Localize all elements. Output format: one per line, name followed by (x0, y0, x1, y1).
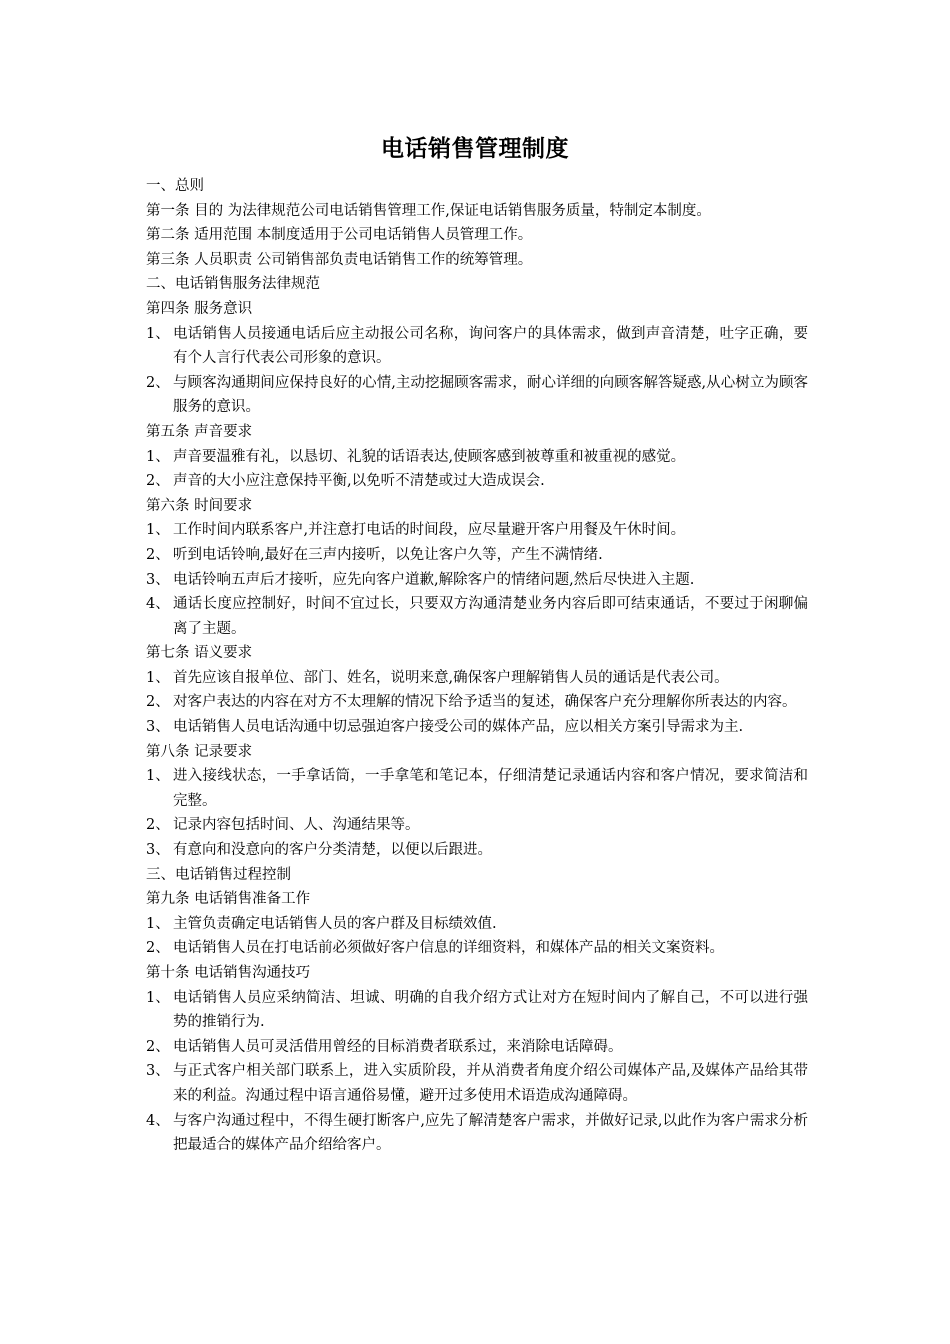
list-item-text: 电话销售人员接通电话后应主动报公司名称，询问客户的具体需求，做到声音清楚，吐字正确，要有个人言行代表公司形象的意识。 (173, 325, 808, 367)
list-item (146, 715, 808, 740)
list-item (146, 813, 808, 838)
list-item-text: 进入接线状态，一手拿话筒，一手拿笔和笔记本，仔细清楚记录通话内容和客户情况，要求简洁和完整。 (173, 768, 808, 809)
section-line: 第三条 人员职责 公司销售部负责电话销售工作的统筹管理。 (146, 251, 533, 268)
list-item (146, 838, 808, 863)
section-line: 第八条 记录要求 (146, 743, 253, 760)
list-item-number: 1、 (146, 768, 170, 785)
list-item-text: 电话铃响五声后才接听，应先向客户道歉,解除客户的情绪问题,然后尽快进入主题. (173, 571, 695, 588)
list-item-number: 3、 (146, 1063, 170, 1080)
list-item (146, 936, 808, 961)
list-item-number: 4、 (146, 596, 170, 613)
section-line: 第六条 时间要求 (146, 497, 253, 514)
list-item-number: 2、 (146, 473, 170, 490)
section-line: 第九条 电话销售准备工作 (146, 891, 311, 908)
list-item-number: 2、 (146, 817, 170, 834)
list-item-text: 对客户表达的内容在对方不太理解的情况下给予适当的复述，确保客户充分理解你所表达的内容。 (173, 694, 797, 711)
list-item-number: 2、 (146, 1038, 170, 1055)
section-line: 二、电话销售服务法律规范 (146, 276, 320, 293)
section-line: 第七条 语义要求 (146, 645, 253, 662)
list-item-text: 电话销售人员应采纳简洁、坦诚、明确的自我介绍方式让对方在短时间内了解自己，不可以进行强势的推销行为. (173, 989, 808, 1031)
list-item (146, 371, 808, 420)
list-item-number: 3、 (146, 719, 170, 736)
list-item-text: 有意向和没意向的客户分类清楚，以便以后跟进。 (173, 842, 492, 859)
list-item-text: 主管负责确定电话销售人员的客户群及目标绩效值. (173, 915, 497, 932)
list-item-text: 声音的大小应注意保持平衡,以免听不清楚或过大造成误会. (173, 473, 545, 490)
list-item-number: 2、 (146, 374, 170, 391)
list-item (146, 1035, 808, 1060)
list-item-number: 2、 (146, 546, 170, 563)
list-item-text: 与顾客沟通期间应保持良好的心情,主动挖掘顾客需求，耐心详细的向顾客解答疑惑,从心树立为顾客服务的意识。 (173, 374, 808, 416)
section-line: 第五条 声音要求 (146, 423, 253, 440)
list-item (146, 543, 808, 568)
list-item-text: 电话销售人员电话沟通中切忌强迫客户接受公司的媒体产品，应以相关方案引导需求为主. (173, 719, 744, 736)
list-item (146, 764, 808, 813)
list-item (146, 986, 808, 1035)
list-item-text: 与客户沟通过程中，不得生硬打断客户,应先了解清楚客户需求，并做好记录,以此作为客户需求分析把最适合的媒体产品介绍给客户。 (173, 1112, 808, 1154)
list-item (146, 1109, 808, 1158)
list-item (146, 1059, 808, 1108)
list-item (146, 912, 808, 937)
list-item-text: 电话销售人员可灵活借用曾经的目标消费者联系过，来消除电话障碍。 (173, 1038, 623, 1055)
list-item-number: 2、 (146, 694, 170, 711)
list-item-text: 通话长度应控制好，时间不宜过长，只要双方沟通清楚业务内容后即可结束通话，不要过于闲聊偏离了主题。 (173, 596, 808, 637)
section-line: 一、总则 (146, 178, 204, 194)
list-item-number: 3、 (146, 571, 170, 588)
document-title: 电话销售管理制度 (381, 135, 569, 162)
list-item-number: 4、 (146, 1112, 170, 1129)
list-item-number: 2、 (146, 940, 170, 957)
section-line: 第四条 服务意识 (146, 300, 253, 317)
list-item-number: 1、 (146, 325, 170, 342)
list-item-text: 记录内容包括时间、人、沟通结果等。 (173, 817, 420, 834)
list-item-text: 听到电话铃响,最好在三声内接听，以免让客户久等，产生不满情绪. (173, 546, 603, 563)
section-line: 第一条 目的 为法律规范公司电话销售管理工作,保证电话销售服务质量，特制定本制度。 (146, 202, 711, 219)
list-item (146, 469, 808, 494)
list-item (146, 690, 808, 715)
list-item-text: 电话销售人员在打电话前必须做好客户信息的详细资料，和媒体产品的相关文案资料。 (173, 940, 724, 957)
section-line: 三、电话销售过程控制 (146, 866, 291, 883)
list-item (146, 322, 808, 371)
list-item-text: 与正式客户相关部门联系上，进入实质阶段，并从消费者角度介绍公司媒体产品,及媒体产品给其带来的利益。沟通过程中语言通俗易懂，避开过多使用术语造成沟通障碍。 (173, 1063, 808, 1104)
document-body (146, 174, 808, 1158)
section-line: 第二条 适用范围 本制度适用于公司电话销售人员管理工作。 (146, 227, 533, 244)
list-item (146, 666, 808, 691)
list-item-number: 1、 (146, 915, 170, 932)
list-item (146, 518, 808, 543)
section-line: 第十条 电话销售沟通技巧 (146, 965, 311, 981)
list-item-text: 声音要温雅有礼，以恳切、礼貌的话语表达,使顾客感到被尊重和被重视的感觉。 (173, 448, 686, 465)
list-item (146, 568, 808, 593)
list-item-number: 1、 (146, 448, 170, 465)
list-item-number: 3、 (146, 842, 170, 859)
list-item-text: 首先应该自报单位、部门、姓名，说明来意,确保客户理解销售人员的通话是代表公司。 (173, 669, 729, 686)
list-item-number: 1、 (146, 522, 170, 539)
list-item-text: 工作时间内联系客户,并注意打电话的时间段，应尽量避开客户用餐及午休时间。 (173, 522, 686, 539)
list-item (146, 592, 808, 641)
list-item-number: 1、 (146, 989, 170, 1006)
list-item (146, 445, 808, 470)
list-item-number: 1、 (146, 669, 170, 686)
